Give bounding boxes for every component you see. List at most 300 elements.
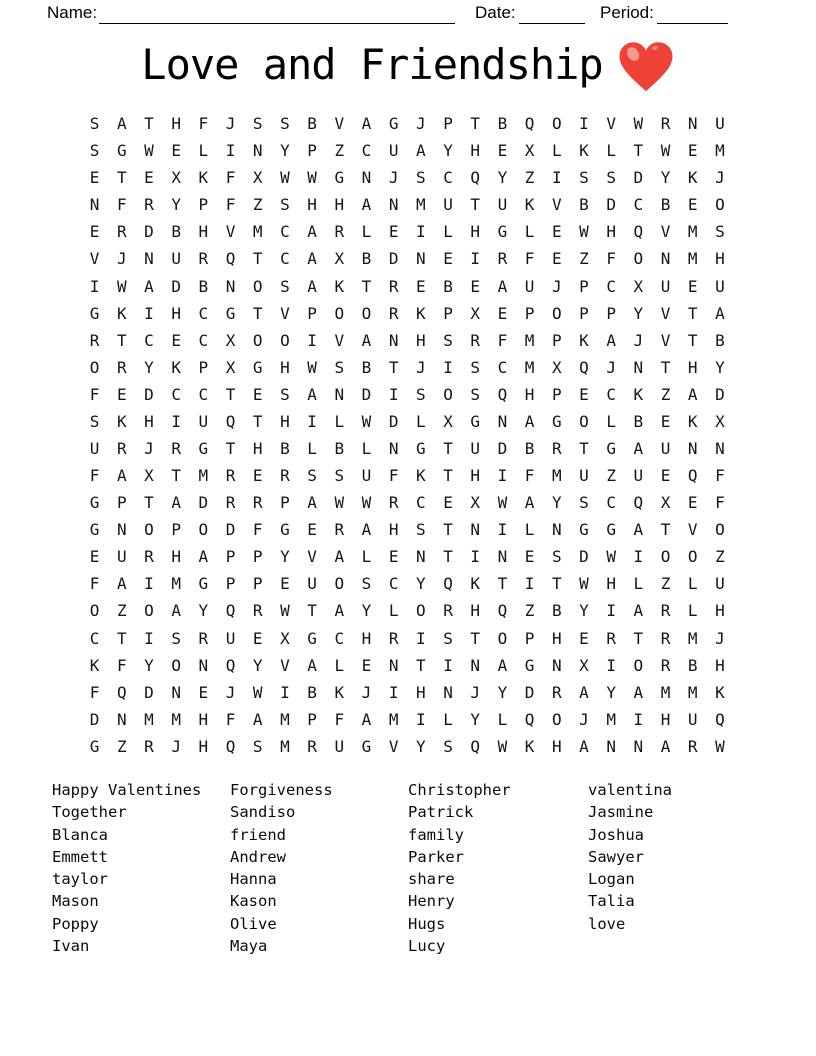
grid-cell: I — [606, 601, 616, 621]
grid-cell: T — [116, 168, 127, 188]
grid-cell: M — [280, 709, 290, 729]
grid-cell: R — [89, 330, 100, 350]
grid-cell: V — [225, 222, 236, 242]
grid-cell: F — [89, 466, 100, 486]
grid-cell: O — [416, 601, 426, 621]
grid-cell: W — [361, 411, 372, 431]
grid-cell: N — [687, 438, 698, 458]
grid-cell: U — [388, 141, 399, 161]
grid-cell: Q — [225, 411, 236, 431]
grid-cell: V — [551, 195, 562, 215]
grid-cell: S — [280, 384, 290, 404]
grid-cell: T — [171, 466, 181, 486]
grid-cell: J — [225, 682, 236, 702]
grid-cell: P — [307, 303, 317, 323]
grid-cell: A — [307, 249, 317, 269]
word-item: love — [588, 914, 626, 933]
grid-cell: V — [388, 736, 399, 756]
grid-cell: T — [252, 411, 263, 431]
grid-cell: X — [551, 357, 562, 377]
grid-cell: L — [416, 411, 426, 431]
grid-cell: W — [252, 682, 263, 702]
grid-cell: E — [89, 222, 100, 242]
grid-cell: N — [660, 249, 671, 269]
grid-cell: F — [252, 520, 263, 540]
grid-cell: A — [687, 384, 698, 404]
grid-cell: X — [715, 411, 725, 431]
grid-cell: L — [443, 222, 453, 242]
grid-cell: L — [388, 601, 399, 621]
grid-cell: D — [497, 438, 508, 458]
grid-cell: C — [497, 357, 508, 377]
grid-cell: Z — [116, 601, 127, 621]
grid-cell: O — [551, 709, 562, 729]
grid-cell: C — [171, 384, 181, 404]
grid-cell: N — [198, 655, 209, 675]
grid-cell: N — [171, 682, 181, 702]
grid-cell: T — [579, 438, 589, 458]
grid-cell: T — [470, 628, 481, 648]
grid-row — [81, 381, 734, 408]
grid-cell: R — [388, 493, 399, 513]
grid-cell: N — [388, 330, 399, 350]
grid-cell: R — [225, 493, 236, 513]
grid-cell: M — [198, 466, 209, 486]
grid-cell: M — [524, 330, 535, 350]
grid-cell: V — [660, 303, 671, 323]
grid-cell: Y — [470, 709, 481, 729]
word-item: Henry — [408, 892, 455, 911]
grid-cell: A — [307, 276, 317, 296]
grid-cell: V — [687, 520, 698, 540]
grid-cell: I — [416, 222, 426, 242]
grid-row — [81, 516, 734, 543]
grid-cell: F — [89, 682, 100, 702]
grid-cell: L — [334, 655, 345, 675]
grid-cell: U — [524, 276, 535, 296]
grid-cell: P — [524, 628, 535, 648]
grid-cell: T — [687, 330, 698, 350]
grid-cell: S — [171, 628, 181, 648]
grid-cell: U — [89, 438, 100, 458]
grid-cell: K — [334, 682, 345, 702]
grid-cell: M — [252, 222, 263, 242]
grid-cell: B — [307, 682, 317, 702]
grid-cell: Y — [144, 357, 154, 377]
grid-cell: E — [497, 303, 508, 323]
grid-cell: K — [171, 357, 181, 377]
grid-cell: X — [470, 303, 481, 323]
grid-cell: D — [225, 520, 236, 540]
grid-cell: W — [497, 493, 508, 513]
grid-cell: N — [633, 736, 644, 756]
grid-cell: U — [715, 574, 725, 594]
word-list-column-3 — [408, 779, 511, 957]
grid-cell: U — [443, 195, 453, 215]
grid-cell: L — [633, 574, 644, 594]
grid-cell: F — [334, 709, 345, 729]
grid-cell: Q — [443, 574, 453, 594]
grid-cell: N — [252, 141, 263, 161]
grid-cell: Q — [524, 114, 535, 134]
grid-cell: A — [116, 114, 127, 134]
grid-cell: O — [171, 655, 181, 675]
grid-cell: P — [443, 303, 453, 323]
grid-cell: J — [416, 357, 426, 377]
grid-cell: E — [660, 411, 671, 431]
grid-cell: I — [89, 276, 100, 296]
grid-cell: C — [89, 628, 100, 648]
grid-cell: L — [606, 141, 616, 161]
grid-cell: Z — [579, 249, 589, 269]
grid-cell: N — [633, 357, 644, 377]
grid-cell: B — [715, 330, 725, 350]
grid-cell: F — [388, 466, 399, 486]
grid-cell: S — [470, 357, 481, 377]
grid-cell: T — [252, 249, 263, 269]
grid-cell: O — [334, 574, 345, 594]
grid-cell: B — [633, 411, 644, 431]
date-label: Date: — [475, 3, 516, 22]
grid-cell: Z — [524, 601, 535, 621]
grid-cell: L — [361, 547, 372, 567]
grid-cell: N — [334, 384, 345, 404]
grid-cell: Y — [198, 601, 209, 621]
grid-cell: F — [606, 249, 616, 269]
grid-cell: I — [443, 357, 453, 377]
grid-cell: Q — [470, 736, 481, 756]
grid-cell: E — [171, 141, 181, 161]
grid-cell: W — [280, 168, 290, 188]
grid-cell: M — [687, 682, 698, 702]
grid-cell: A — [633, 601, 644, 621]
grid-cell: T — [470, 195, 481, 215]
grid-cell: A — [361, 520, 372, 540]
word-item: Patrick — [408, 803, 474, 822]
grid-cell: N — [497, 547, 508, 567]
grid-cell: N — [388, 438, 399, 458]
grid-cell: P — [551, 384, 562, 404]
grid-cell: E — [579, 628, 589, 648]
grid-cell: D — [144, 384, 154, 404]
grid-cell: S — [334, 357, 345, 377]
grid-row — [81, 597, 734, 624]
grid-cell: E — [551, 222, 562, 242]
word-item: Together — [52, 803, 127, 822]
grid-cell: U — [198, 411, 209, 431]
grid-cell: A — [361, 709, 372, 729]
grid-cell: H — [280, 411, 290, 431]
grid-cell: P — [252, 574, 263, 594]
grid-cell: O — [89, 357, 100, 377]
grid-row — [81, 624, 734, 651]
grid-cell: M — [660, 682, 671, 702]
grid-cell: Y — [715, 357, 725, 377]
grid-cell: K — [579, 330, 589, 350]
grid-cell: Y — [579, 601, 589, 621]
grid-cell: Y — [443, 141, 453, 161]
grid-cell: O — [579, 411, 589, 431]
grid-cell: Y — [416, 574, 426, 594]
grid-cell: C — [606, 276, 616, 296]
grid-cell: G — [470, 411, 481, 431]
grid-cell: B — [280, 438, 290, 458]
grid-cell: E — [252, 628, 263, 648]
grid-cell: G — [252, 357, 263, 377]
grid-cell: E — [144, 168, 154, 188]
grid-cell: G — [89, 303, 100, 323]
grid-cell: J — [606, 357, 616, 377]
grid-cell: O — [660, 547, 671, 567]
grid-cell: B — [687, 655, 698, 675]
grid-cell: W — [497, 736, 508, 756]
grid-cell: H — [198, 222, 209, 242]
grid-cell: Y — [551, 493, 562, 513]
grid-cell: R — [388, 628, 399, 648]
grid-cell: R — [497, 249, 508, 269]
grid-cell: G — [361, 736, 372, 756]
grid-cell: J — [361, 682, 372, 702]
grid-cell: W — [715, 736, 725, 756]
grid-cell: O — [715, 195, 725, 215]
grid-cell: G — [307, 628, 317, 648]
grid-cell: X — [171, 168, 181, 188]
grid-cell: T — [443, 466, 453, 486]
grid-cell: I — [579, 114, 589, 134]
grid-cell: E — [388, 222, 399, 242]
grid-cell: T — [660, 357, 671, 377]
grid-cell: S — [470, 384, 481, 404]
title-row — [0, 34, 816, 94]
grid-cell: O — [551, 114, 562, 134]
grid-cell: N — [470, 520, 481, 540]
grid-cell: U — [715, 276, 725, 296]
grid-cell: H — [687, 357, 698, 377]
grid-cell: G — [280, 520, 290, 540]
grid-cell: K — [416, 303, 426, 323]
grid-cell: E — [89, 168, 100, 188]
grid-row — [81, 164, 734, 191]
grid-cell: K — [470, 574, 481, 594]
grid-cell: A — [171, 601, 181, 621]
grid-cell: E — [252, 466, 263, 486]
grid-cell: J — [551, 276, 562, 296]
grid-cell: V — [280, 303, 290, 323]
grid-cell: J — [388, 168, 399, 188]
grid-row — [81, 137, 734, 164]
grid-cell: Y — [144, 655, 154, 675]
grid-cell: L — [497, 709, 508, 729]
grid-cell: A — [416, 141, 426, 161]
grid-cell: A — [579, 736, 589, 756]
grid-cell: Q — [633, 493, 644, 513]
grid-cell: G — [388, 114, 399, 134]
grid-cell: S — [579, 168, 589, 188]
grid-cell: O — [715, 520, 725, 540]
grid-cell: H — [280, 357, 290, 377]
word-item: Andrew — [230, 847, 286, 866]
grid-cell: H — [171, 547, 181, 567]
grid-cell: A — [715, 303, 725, 323]
grid-cell: T — [443, 547, 453, 567]
grid-cell: R — [307, 736, 317, 756]
grid-cell: O — [633, 249, 644, 269]
grid-cell: R — [660, 628, 671, 648]
word-item: Mason — [52, 892, 99, 911]
grid-cell: R — [280, 466, 290, 486]
grid-row — [81, 300, 734, 327]
grid-cell: L — [198, 141, 209, 161]
grid-cell: D — [144, 222, 154, 242]
grid-cell: X — [470, 493, 481, 513]
grid-cell: O — [687, 547, 698, 567]
page-title: Love and Friendship — [141, 39, 603, 89]
grid-cell: E — [388, 547, 399, 567]
grid-cell: S — [252, 114, 263, 134]
grid-cell: R — [252, 601, 263, 621]
grid-cell: R — [116, 438, 127, 458]
grid-cell: S — [307, 466, 317, 486]
grid-cell: G — [579, 520, 589, 540]
grid-cell: S — [280, 276, 290, 296]
word-item: Maya — [230, 937, 268, 956]
grid-cell: R — [470, 330, 481, 350]
word-item: Logan — [588, 870, 635, 889]
grid-cell: I — [633, 547, 644, 567]
grid-cell: Q — [497, 384, 508, 404]
grid-cell: T — [443, 520, 453, 540]
grid-cell: E — [252, 384, 263, 404]
heart-icon — [617, 40, 675, 94]
grid-cell: E — [524, 547, 535, 567]
grid-cell: C — [606, 493, 616, 513]
grid-cell: A — [307, 222, 317, 242]
grid-cell: X — [524, 141, 535, 161]
grid-cell: S — [579, 493, 589, 513]
grid-cell: A — [361, 114, 372, 134]
grid-cell: U — [497, 195, 508, 215]
grid-row — [81, 489, 734, 516]
grid-cell: E — [443, 493, 453, 513]
grid-cell: S — [416, 168, 426, 188]
grid-cell: C — [198, 330, 209, 350]
grid-cell: P — [225, 547, 236, 567]
grid-cell: L — [524, 222, 535, 242]
grid-cell: S — [280, 114, 290, 134]
grid-row — [81, 570, 734, 597]
grid-cell: Y — [361, 601, 372, 621]
grid-cell: P — [307, 141, 317, 161]
grid-cell: I — [388, 682, 399, 702]
grid-cell: Q — [715, 709, 725, 729]
grid-cell: B — [660, 195, 671, 215]
grid-cell: R — [551, 682, 562, 702]
grid-cell: J — [416, 114, 426, 134]
grid-cell: F — [497, 330, 508, 350]
grid-cell: P — [198, 195, 209, 215]
grid-cell: B — [524, 438, 535, 458]
grid-cell: X — [334, 249, 345, 269]
grid-cell: J — [715, 168, 725, 188]
grid-cell: L — [687, 574, 698, 594]
grid-cell: A — [633, 682, 644, 702]
period-label: Period: — [600, 3, 654, 22]
grid-cell: Z — [334, 141, 345, 161]
word-item: Talia — [588, 892, 635, 911]
grid-cell: F — [225, 709, 236, 729]
grid-cell: M — [171, 574, 181, 594]
grid-cell: Y — [280, 547, 290, 567]
grid-cell: P — [524, 303, 535, 323]
grid-cell: F — [116, 655, 127, 675]
grid-row — [81, 272, 734, 299]
grid-cell: B — [497, 114, 508, 134]
grid-cell: T — [361, 276, 372, 296]
grid-cell: I — [307, 330, 317, 350]
grid-cell: X — [225, 330, 236, 350]
grid-cell: S — [334, 466, 345, 486]
word-list-column-1 — [52, 779, 201, 957]
grid-cell: M — [388, 709, 399, 729]
grid-cell: A — [307, 493, 317, 513]
grid-cell: U — [660, 438, 671, 458]
grid-cell: O — [198, 520, 209, 540]
grid-cell: N — [225, 276, 236, 296]
grid-cell: J — [116, 249, 127, 269]
grid-cell: S — [443, 330, 453, 350]
grid-cell: E — [280, 574, 290, 594]
grid-cell: J — [715, 628, 725, 648]
grid-cell: I — [633, 709, 644, 729]
grid-cell: T — [144, 114, 154, 134]
grid-row — [81, 245, 734, 272]
grid-cell: X — [225, 357, 236, 377]
grid-cell: M — [687, 249, 698, 269]
grid-cell: A — [116, 466, 127, 486]
grid-cell: I — [307, 411, 317, 431]
grid-cell: J — [171, 736, 181, 756]
grid-cell: U — [660, 276, 671, 296]
grid-cell: N — [497, 411, 508, 431]
grid-cell: D — [361, 384, 372, 404]
grid-cell: Q — [497, 601, 508, 621]
grid-row — [81, 462, 734, 489]
grid-cell: H — [470, 141, 481, 161]
grid-cell: Q — [116, 682, 127, 702]
word-list-column-4 — [588, 779, 672, 935]
word-item: friend — [230, 825, 286, 844]
grid-cell: Z — [660, 574, 671, 594]
grid-cell: W — [633, 114, 644, 134]
grid-cell: I — [551, 168, 562, 188]
grid-cell: B — [361, 357, 372, 377]
grid-cell: C — [388, 574, 399, 594]
grid-cell: P — [116, 493, 127, 513]
word-item: Olive — [230, 914, 277, 933]
grid-cell: L — [551, 141, 562, 161]
grid-cell: Z — [606, 466, 616, 486]
grid-cell: T — [225, 438, 236, 458]
grid-cell: G — [89, 493, 100, 513]
grid-cell: I — [225, 141, 236, 161]
grid-cell: C — [633, 195, 644, 215]
grid-cell: N — [443, 682, 453, 702]
grid-cell: H — [551, 628, 562, 648]
grid-cell: R — [144, 736, 154, 756]
grid-cell: I — [497, 466, 508, 486]
word-item: valentina — [588, 781, 672, 799]
grid-cell: F — [524, 466, 535, 486]
